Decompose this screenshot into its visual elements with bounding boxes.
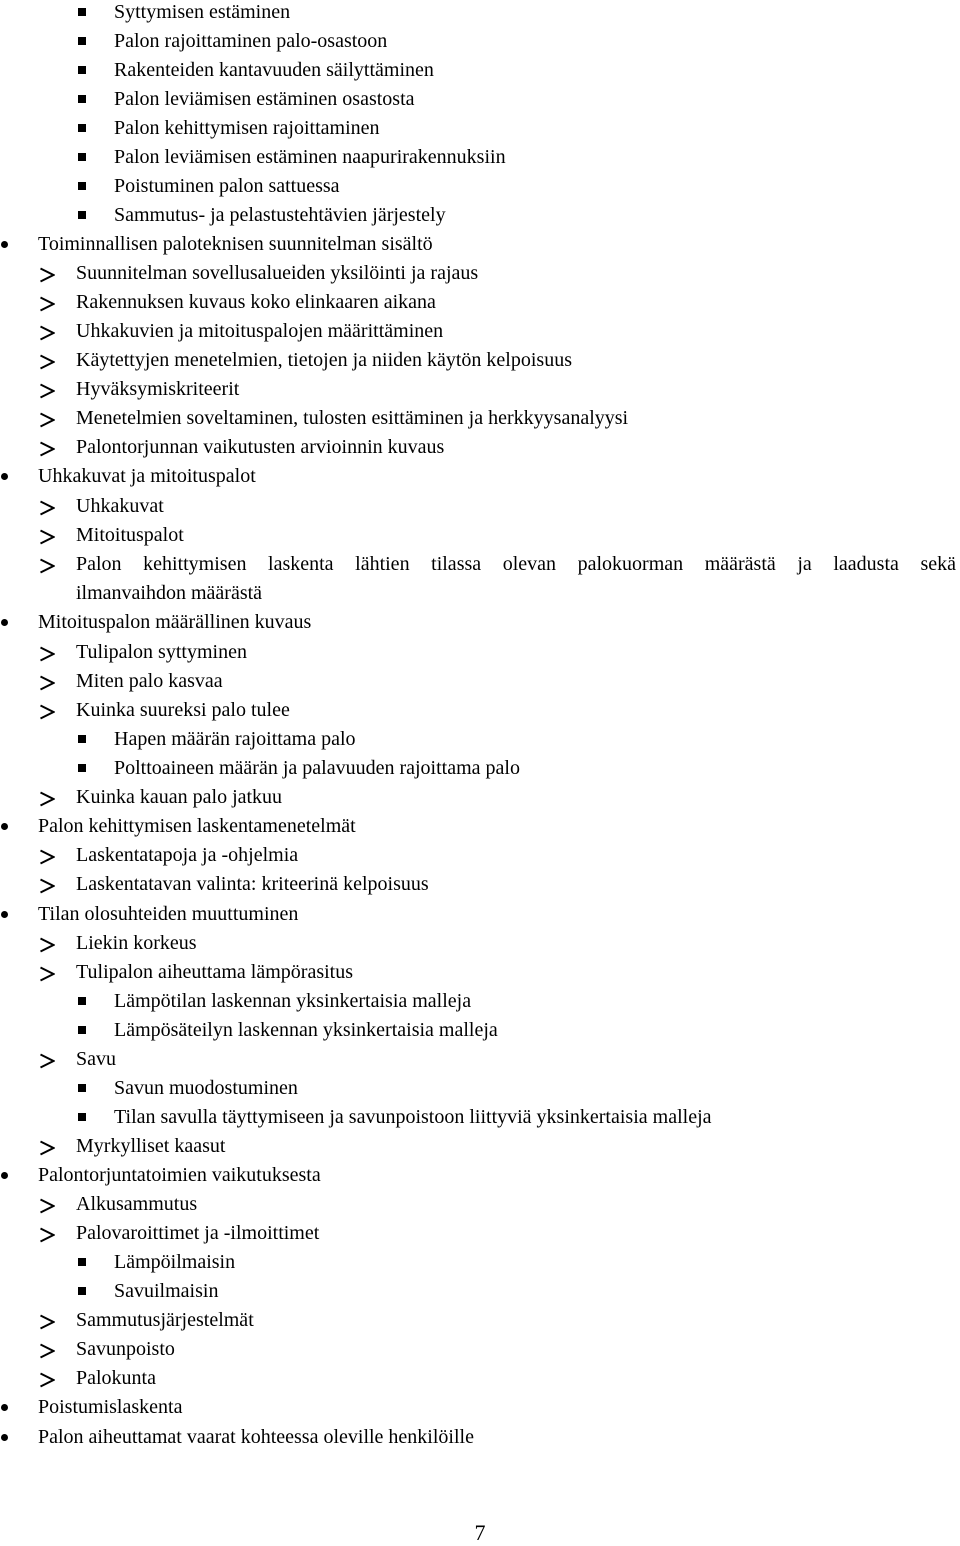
list-item xyxy=(0,640,960,664)
bullet-square-icon xyxy=(78,124,86,132)
list-item-text: Tilan olosuhteiden muuttuminen xyxy=(38,903,299,925)
list-item-text: Laskentatavan valinta: kriteerinä kelpoisuus xyxy=(76,873,429,895)
page-number: 7 xyxy=(474,1520,486,1545)
bullet-arrow-icon xyxy=(39,323,55,339)
bullet-arrow-icon xyxy=(39,847,55,863)
bullet-dot-icon xyxy=(1,619,8,626)
bullet-arrow-icon xyxy=(39,410,55,426)
list-item-text: Hyväksymiskriteerit xyxy=(76,378,240,400)
bullet-square-icon xyxy=(78,735,86,743)
list-item-text: Palokunta xyxy=(76,1367,156,1389)
list-item xyxy=(0,1076,960,1100)
bullet-arrow-icon xyxy=(39,644,55,660)
list-item-text: Uhkakuvat ja mitoituspalot xyxy=(38,465,256,487)
list-item xyxy=(0,261,960,285)
list-item xyxy=(0,58,960,82)
list-item xyxy=(0,814,960,838)
list-item-text: Laskentatapoja ja -ohjelmia xyxy=(76,844,299,866)
list-item xyxy=(0,698,960,722)
list-item-text: Savun muodostuminen xyxy=(114,1077,298,1099)
bullet-arrow-icon xyxy=(39,1370,55,1386)
bullet-arrow-icon xyxy=(39,1196,55,1212)
bullet-square-icon xyxy=(78,95,86,103)
list-item xyxy=(0,406,960,430)
list-item xyxy=(0,523,960,547)
list-item xyxy=(0,552,960,576)
bullet-arrow-icon xyxy=(39,381,55,397)
list-item xyxy=(0,785,960,809)
list-item xyxy=(0,116,960,140)
list-item-text: Alkusammutus xyxy=(76,1193,198,1215)
list-item-text: Sammutus- ja pelastustehtävien järjestely xyxy=(114,204,446,226)
list-item-text: Hapen määrän rajoittama palo xyxy=(114,728,356,750)
bullet-square-icon xyxy=(78,1258,86,1266)
list-item-text: Poistuminen palon sattuessa xyxy=(114,175,340,197)
bullet-square-icon xyxy=(78,1084,86,1092)
bullet-square-icon xyxy=(78,1287,86,1295)
bullet-arrow-icon xyxy=(39,935,55,951)
list-item xyxy=(0,232,960,256)
bullet-arrow-icon xyxy=(39,352,55,368)
list-item xyxy=(0,0,960,24)
list-item-text: Palon kehittymisen rajoittaminen xyxy=(114,117,380,139)
bullet-square-icon xyxy=(78,66,86,74)
bullet-dot-icon xyxy=(1,1172,8,1179)
list-item xyxy=(0,319,960,343)
list-item-text: Käytettyjen menetelmien, tietojen ja niiden käytön kelpoisuus xyxy=(76,349,572,371)
list-item xyxy=(0,1018,960,1042)
list-item xyxy=(0,174,960,198)
list-item xyxy=(0,494,960,518)
list-item-text: Palontorjunnan vaikutusten arvioinnin kuvaus xyxy=(76,436,445,458)
bullet-square-icon xyxy=(78,1026,86,1034)
list-item xyxy=(0,464,960,488)
list-item-text: Rakenteiden kantavuuden säilyttäminen xyxy=(114,59,434,81)
bullet-arrow-icon xyxy=(39,789,55,805)
bullet-square-icon xyxy=(78,211,86,219)
bullet-arrow-icon xyxy=(39,498,55,514)
list-item xyxy=(0,610,960,634)
list-item-text: Tulipalon aiheuttama lämpörasitus xyxy=(76,961,354,983)
list-item xyxy=(0,727,960,751)
list-item-text: Savunpoisto xyxy=(76,1338,175,1360)
list-item-text: Palon kehittymisen laskenta lähtien tilassa olevan palokuorman määrästä ja laadusta sekä xyxy=(76,553,956,575)
list-item-text: Toiminnallisen paloteknisen suunnitelman sisältö xyxy=(38,233,433,255)
bullet-dot-icon xyxy=(1,911,8,918)
list-item-text: Palon kehittymisen laskentamenetelmät xyxy=(38,815,356,837)
bullet-square-icon xyxy=(78,764,86,772)
bullet-arrow-icon xyxy=(39,1225,55,1241)
bullet-square-icon xyxy=(78,37,86,45)
list-item xyxy=(0,756,960,780)
list-item-text: Suunnitelman sovellusalueiden yksilöinti ja rajaus xyxy=(76,262,479,284)
list-item xyxy=(0,1395,960,1419)
list-item-text: Palon leviämisen estäminen naapurirakennuksiin xyxy=(114,146,506,168)
list-item-text: Rakennuksen kuvaus koko elinkaaren aikana xyxy=(76,291,436,313)
list-item-text: Syttymisen estäminen xyxy=(114,1,291,23)
list-item xyxy=(0,581,960,605)
list-item-text: Miten palo kasvaa xyxy=(76,670,223,692)
list-item xyxy=(0,435,960,459)
bullet-dot-icon xyxy=(1,473,8,480)
bullet-arrow-icon xyxy=(39,439,55,455)
list-item xyxy=(0,989,960,1013)
list-item xyxy=(0,87,960,111)
bullet-dot-icon xyxy=(1,241,8,248)
list-item xyxy=(0,1279,960,1303)
bullet-arrow-icon xyxy=(39,964,55,980)
list-item xyxy=(0,931,960,955)
list-item-text: Sammutusjärjestelmät xyxy=(76,1309,254,1331)
bullet-square-icon xyxy=(78,1113,86,1121)
bullet-square-icon xyxy=(78,182,86,190)
list-item-text: Lämpösäteilyn laskennan yksinkertaisia malleja xyxy=(114,1019,498,1041)
bullet-arrow-icon xyxy=(39,876,55,892)
list-item-text: Mitoituspalot xyxy=(76,524,184,546)
list-item-text: Tulipalon syttyminen xyxy=(76,641,247,663)
list-item-text: Liekin korkeus xyxy=(76,932,197,954)
bullet-arrow-icon xyxy=(39,1312,55,1328)
list-item xyxy=(0,1366,960,1390)
list-item xyxy=(0,1337,960,1361)
list-item xyxy=(0,1134,960,1158)
list-item xyxy=(0,203,960,227)
list-item-text: Myrkylliset kaasut xyxy=(76,1135,226,1157)
list-item-text: Kuinka suureksi palo tulee xyxy=(76,699,290,721)
list-item-text: Menetelmien soveltaminen, tulosten esittäminen ja herkkyysanalyysi xyxy=(76,407,629,429)
list-item-text: Poistumislaskenta xyxy=(38,1396,183,1418)
list-item xyxy=(0,1047,960,1071)
list-item xyxy=(0,1250,960,1274)
bullet-arrow-icon xyxy=(39,294,55,310)
list-item-text: Uhkakuvien ja mitoituspalojen määrittäminen xyxy=(76,320,444,342)
bullet-square-icon xyxy=(78,997,86,1005)
list-item-text: Polttoaineen määrän ja palavuuden rajoittama palo xyxy=(114,757,520,779)
list-item-text: Tilan savulla täyttymiseen ja savunpoistoon liittyviä yksinkertaisia malleja xyxy=(114,1106,712,1128)
list-item xyxy=(0,1221,960,1245)
list-item xyxy=(0,29,960,53)
bullet-arrow-icon xyxy=(39,265,55,281)
list-item-text: Savuilmaisin xyxy=(114,1280,219,1302)
list-item-text: Lämpötilan laskennan yksinkertaisia malleja xyxy=(114,990,472,1012)
bullet-arrow-icon xyxy=(39,556,55,572)
list-item-text: Kuinka kauan palo jatkuu xyxy=(76,786,283,808)
list-item-text: Palon aiheuttamat vaarat kohteessa oleville henkilöille xyxy=(38,1426,474,1448)
bullet-dot-icon xyxy=(1,1404,8,1411)
bullet-arrow-icon xyxy=(39,702,55,718)
list-item-text: Lämpöilmaisin xyxy=(114,1251,236,1273)
list-item xyxy=(0,843,960,867)
list-item xyxy=(0,669,960,693)
list-item-text: Palontorjuntatoimien vaikutuksesta xyxy=(38,1164,321,1186)
list-item xyxy=(0,1105,960,1129)
list-item xyxy=(0,145,960,169)
bullet-arrow-icon xyxy=(39,527,55,543)
list-item xyxy=(0,1308,960,1332)
bullet-square-icon xyxy=(78,8,86,16)
bullet-arrow-icon xyxy=(39,1138,55,1154)
list-item-text: Savu xyxy=(76,1048,116,1070)
list-item-text: ilmanvaihdon määrästä xyxy=(76,582,263,604)
list-item xyxy=(0,377,960,401)
bullet-square-icon xyxy=(78,153,86,161)
bullet-arrow-icon xyxy=(39,1051,55,1067)
list-item-text: Palovaroittimet ja -ilmoittimet xyxy=(76,1222,320,1244)
list-item xyxy=(0,290,960,314)
list-item xyxy=(0,902,960,926)
list-item xyxy=(0,1192,960,1216)
list-item-text: Mitoituspalon määrällinen kuvaus xyxy=(38,611,312,633)
list-item xyxy=(0,872,960,896)
bullet-dot-icon xyxy=(1,1434,8,1441)
bullet-dot-icon xyxy=(1,823,8,830)
list-item xyxy=(0,348,960,372)
list-item xyxy=(0,960,960,984)
bullet-arrow-icon xyxy=(39,1341,55,1357)
list-item-text: Uhkakuvat xyxy=(76,495,164,517)
list-item-text: Palon leviämisen estäminen osastosta xyxy=(114,88,415,110)
list-item xyxy=(0,1425,960,1449)
list-item xyxy=(0,1163,960,1187)
bullet-arrow-icon xyxy=(39,673,55,689)
list-item-text: Palon rajoittaminen palo-osastoon xyxy=(114,30,388,52)
